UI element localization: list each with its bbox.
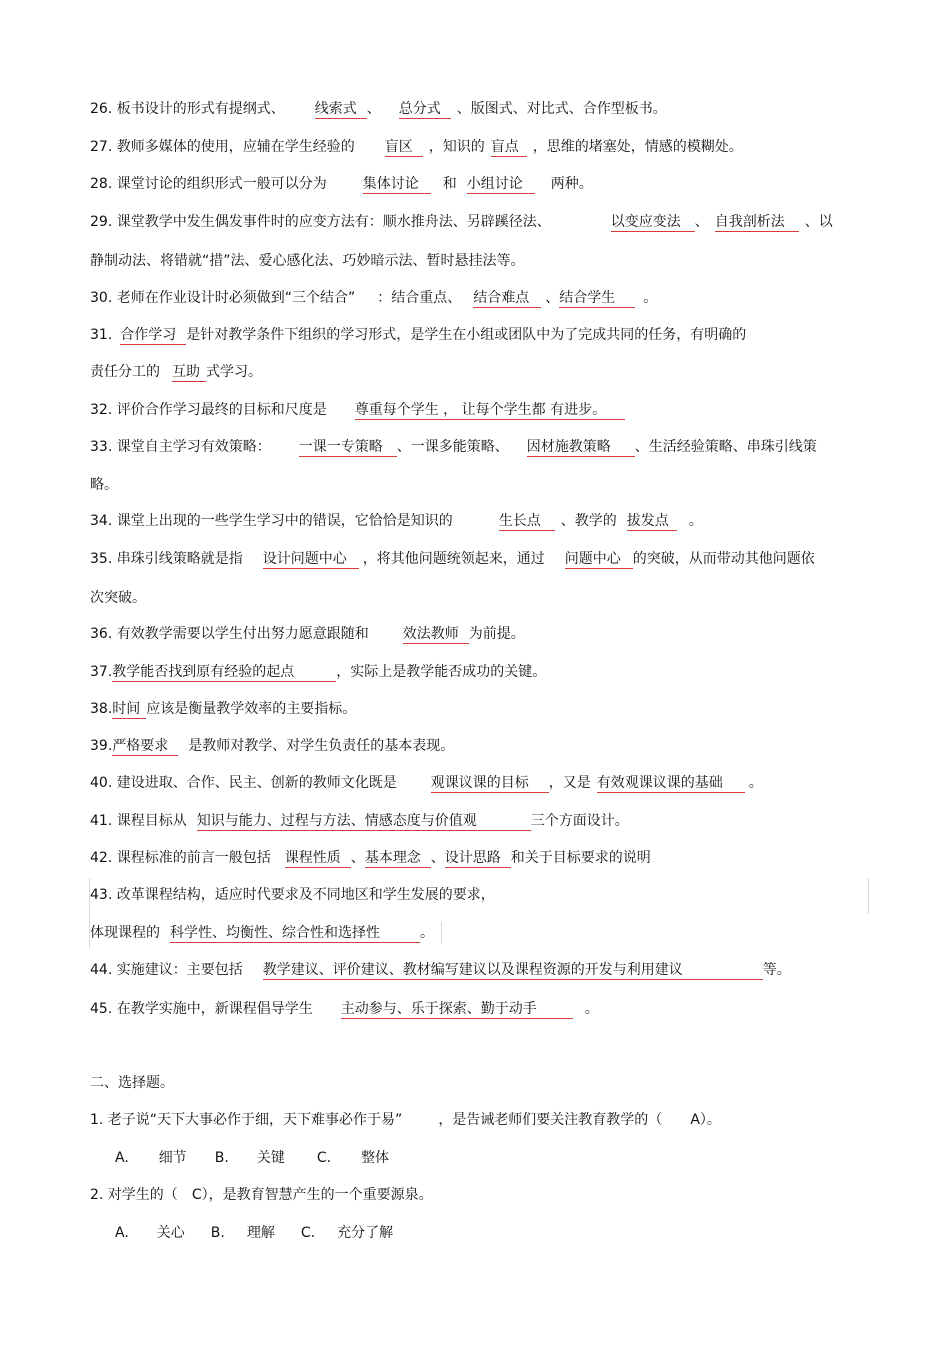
q28-answer-2: 小组讨论: [467, 176, 535, 194]
q33-answer-1: 一课一专策略: [299, 439, 397, 457]
question-38: [90, 699, 356, 719]
q26-text-2: 、: [366, 101, 381, 117]
q41-text: 41. 课程目标从: [90, 813, 187, 829]
mc2-option-a: 关心: [156, 1225, 185, 1241]
section-title: 二、选择题。: [90, 1075, 174, 1091]
mc1-option-a-label: A.: [115, 1150, 129, 1166]
q40-text-2: ，又是: [548, 775, 591, 791]
question-35-line-2: 次突破。: [90, 590, 146, 606]
q41-text-2: 三个方面设计。: [530, 813, 629, 829]
q42-text-3: 、: [430, 850, 445, 866]
q34-text: 34. 课堂上出现的一些学生学习中的错误，它恰恰是知识的: [90, 513, 453, 529]
q31-text-2: 是针对教学条件下组织的学习形式，是学生在小组或团队中为了完成共同的任务，有明确的: [186, 327, 747, 343]
q30-answer-1: 结合难点: [473, 290, 541, 308]
question-40: [90, 773, 763, 793]
mc1-option-b-label: B.: [214, 1150, 229, 1166]
question-45: [90, 999, 599, 1019]
q37-text: 37.: [90, 664, 113, 680]
q37-answer-1: 教学能否找到原有经验的起点: [112, 664, 336, 682]
mc1-options: [115, 1148, 389, 1168]
q39-text-2: 是教师对教学、对学生负责任的基本表现。: [188, 738, 455, 754]
mc1-stem-3: ）。: [699, 1112, 721, 1128]
question-31-line-2: [90, 362, 262, 382]
mc1-option-c: 整体: [361, 1150, 390, 1166]
q38-text: 38.: [90, 701, 113, 717]
question-29-line-2: 静制动法、将错就“措”法、爱心感化法、巧妙暗示法、暂时悬挂法等。: [90, 253, 525, 269]
q42-answer-1: 课程性质: [285, 850, 351, 868]
mc1-option-b: 关键: [256, 1150, 285, 1166]
question-28: [90, 174, 593, 194]
question-27: [90, 137, 743, 157]
mc2-stem-2: ），是教育智慧产生的一个重要源泉。: [201, 1187, 433, 1203]
q44-answer-1: 教学建议、评价建议、教材编写建议以及课程资源的开发与利用建议: [263, 962, 763, 980]
q41-answer-1: 知识与能力、过程与方法、情感态度与价值观: [197, 813, 531, 831]
margin-rule-right: [868, 878, 869, 914]
question-33-line-2: 略。: [90, 477, 118, 493]
q35-text-2: ，将其他问题统领起来，通过: [362, 551, 545, 567]
mc1-answer: A: [690, 1112, 700, 1128]
q30-text: 30. 老师在作业设计时必须做到“三个结合”: [90, 290, 356, 306]
q35-text-3: 的突破，从而带动其他问题依: [632, 551, 815, 567]
q43-text: 43. 改革课程结构，适应时代要求及不同地区和学生发展的要求，: [90, 887, 495, 903]
q27-text: 27. 教师多媒体的使用，应辅在学生经验的: [90, 139, 355, 155]
q27-text-3: ，思维的堵塞处，情感的模糊处。: [532, 139, 743, 155]
q28-text: 28. 课堂讨论的组织形式一般可以分为: [90, 176, 327, 192]
q28-text-3: 两种。: [550, 176, 593, 192]
question-36: [90, 624, 525, 644]
margin-rule-left: [89, 878, 90, 948]
q26-answer-2: 总分式: [399, 101, 451, 119]
q45-text: 45. 在教学实施中，新课程倡导学生: [90, 1001, 313, 1017]
q27-text-2: ，知识的: [428, 139, 485, 155]
q35-answer-2: 问题中心: [565, 551, 633, 569]
q43-text-3: 。: [420, 925, 434, 941]
mc1-stem-2: ，是告诫老师们要关注教育教学的（: [438, 1112, 663, 1128]
question-42: [90, 848, 651, 868]
question-35: [90, 549, 815, 569]
mc2-answer: C: [191, 1187, 202, 1203]
mc-question-1: [90, 1110, 721, 1130]
question-26: [90, 99, 667, 119]
q42-text-4: 和关于目标要求的说明: [510, 850, 651, 866]
q39-answer-1: 严格要求: [112, 738, 178, 756]
q35-text: 35. 串珠引线策略就是指: [90, 551, 243, 567]
q27-answer-1: 盲区: [385, 139, 423, 157]
q36-text: 36. 有效教学需要以学生付出努力愿意跟随和: [90, 626, 369, 642]
question-37: [90, 662, 546, 682]
question-33: [90, 437, 817, 457]
q31-text: 31.: [90, 327, 113, 343]
q31-text-3: 责任分工的: [90, 364, 160, 380]
q26-answer-1: 线索式: [315, 101, 367, 119]
question-30: [90, 288, 657, 308]
mc2-option-c: 充分了解: [337, 1225, 394, 1241]
mc-question-2: [90, 1185, 433, 1205]
question-41: [90, 811, 629, 831]
q31-answer-1: 合作学习: [120, 327, 186, 345]
q43-answer-1: 科学性、均衡性、综合性和选择性: [170, 925, 420, 943]
q34-text-2: 、教学的: [560, 513, 617, 529]
q40-text: 40. 建设进取、合作、民主、创新的教师文化既是: [90, 775, 397, 791]
q32-text: 32. 评价合作学习最终的目标和尺度是: [90, 402, 327, 418]
q26-text: 26. 板书设计的形式有提纲式、: [90, 101, 285, 117]
q39-text: 39.: [90, 738, 113, 754]
q38-text-2: 应该是衡量教学效率的主要指标。: [146, 701, 357, 717]
mc1-stem: 1. 老子说“天下大事必作于细，天下难事必作于易”: [90, 1112, 403, 1128]
question-31: [90, 325, 746, 345]
mc2-stem: 2. 对学生的（: [90, 1187, 178, 1203]
q34-text-3: 。: [688, 513, 703, 529]
question-34: [90, 511, 703, 531]
q40-answer-1: 观课议课的目标: [431, 775, 549, 793]
q30-text-4: 。: [643, 290, 658, 306]
q42-text: 42. 课程标准的前言一般包括: [90, 850, 271, 866]
q33-text-2: 、一课多能策略、: [396, 439, 509, 455]
mc1-option-c-label: C.: [316, 1150, 332, 1166]
q40-text-3: 。: [748, 775, 763, 791]
question-44: [90, 960, 791, 980]
q26-text-3: 、版图式、对比式、合作型板书。: [456, 101, 667, 117]
q45-answer-1: 主动参与、乐于探索、勤于动手: [341, 1001, 573, 1019]
q40-answer-2: 有效观课议课的基础: [597, 775, 745, 793]
q34-answer-2: 拔发点: [627, 513, 677, 531]
question-43: [90, 885, 495, 905]
q29-text-2: 、: [694, 214, 709, 230]
q42-answer-2: 基本理念: [365, 850, 431, 868]
q29-text-3: 、以: [804, 214, 833, 230]
q44-text: 44. 实施建议：主要包括: [90, 962, 243, 978]
q34-answer-1: 生长点: [499, 513, 555, 531]
q44-text-2: 等。: [762, 962, 791, 978]
q30-text-2: ：结合重点、: [377, 290, 462, 306]
q30-answer-2: 结合学生: [559, 290, 635, 308]
q33-text: 33. 课堂自主学习有效策略：: [90, 439, 271, 455]
q29-answer-2: 自我剖析法: [715, 214, 799, 232]
q33-text-3: 、生活经验策略、串珠引线策: [634, 439, 817, 455]
question-29: [90, 212, 833, 232]
mc2-option-c-label: C.: [300, 1225, 316, 1241]
question-39: [90, 736, 454, 756]
mc2-options: [115, 1223, 393, 1243]
q38-answer-1: 时间: [112, 701, 146, 719]
mc2-option-b-label: B.: [210, 1225, 225, 1241]
q36-answer-1: 效法教师: [403, 626, 469, 644]
q45-text-2: 。: [584, 1001, 599, 1017]
q29-text: 29. 课堂教学中发生偶发事件时的应变方法有：顺水推舟法、另辟蹊径法、: [90, 214, 551, 230]
q28-text-2: 和: [442, 176, 457, 192]
q30-text-3: 、: [545, 290, 560, 306]
q36-text-2: 为前提。: [468, 626, 525, 642]
q28-answer-1: 集体讨论: [363, 176, 431, 194]
q31-answer-2: 互助: [172, 364, 206, 382]
q32-answer-1: 尊重每个学生 ， 让每个学生都 有进步。: [355, 402, 625, 420]
mc2-option-a-label: A.: [115, 1225, 129, 1241]
q43-text-2: 体现课程的: [90, 925, 160, 941]
mc1-option-a: 细节: [158, 1150, 187, 1166]
mc2-option-b: 理解: [246, 1225, 275, 1241]
q42-text-2: 、: [350, 850, 365, 866]
q42-answer-3: 设计思路: [445, 850, 511, 868]
question-43-line-2: [90, 923, 434, 943]
q37-text-2: ，实际上是教学能否成功的关键。: [336, 664, 547, 680]
margin-rule-mid: [441, 922, 442, 944]
q33-answer-2: 因材施教策略: [527, 439, 635, 457]
question-32: [90, 400, 625, 420]
q35-answer-1: 设计问题中心: [263, 551, 359, 569]
q31-text-4: 式学习。: [206, 364, 262, 380]
q29-answer-1: 以变应变法: [611, 214, 695, 232]
q27-answer-2: 盲点: [491, 139, 527, 157]
